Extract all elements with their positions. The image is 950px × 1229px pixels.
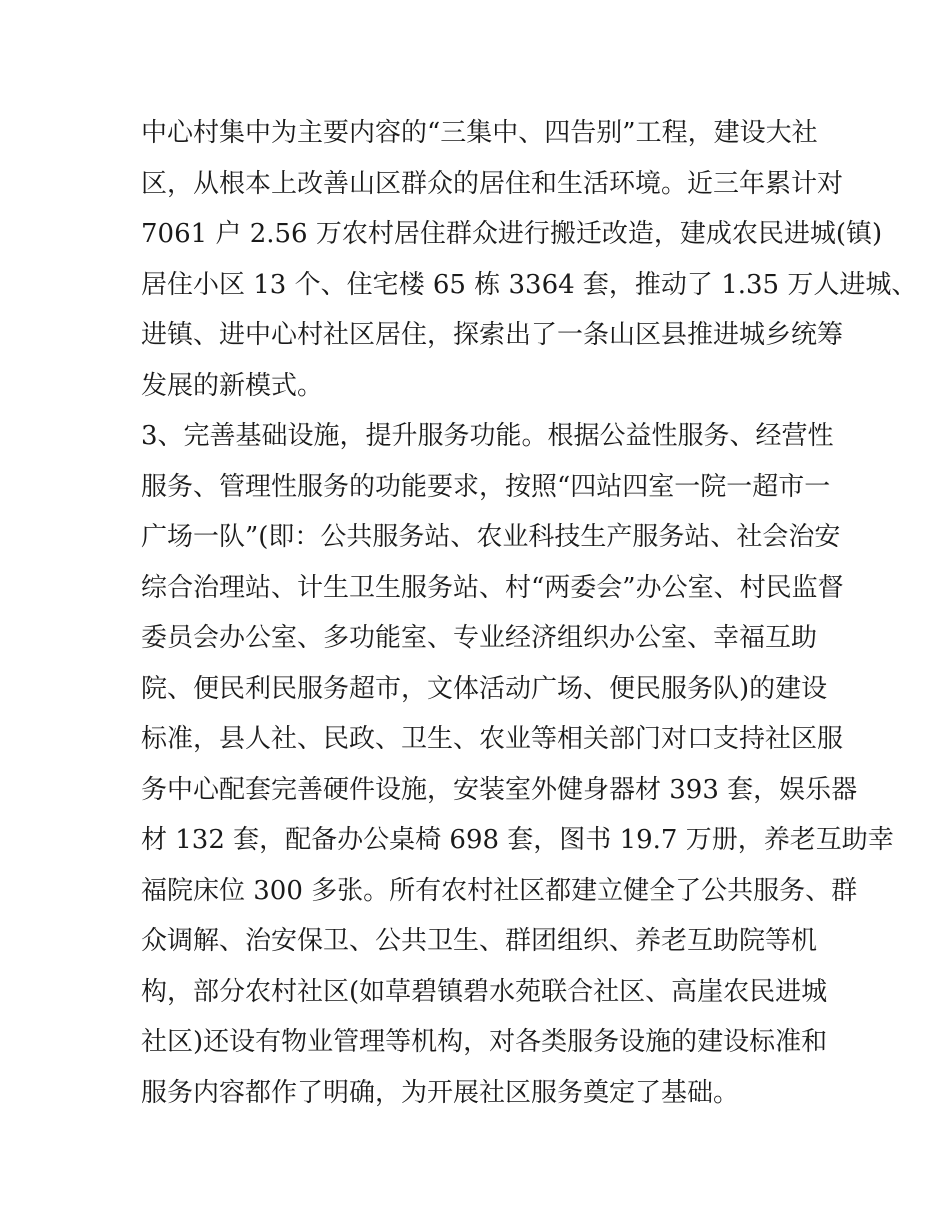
text-line: 发展的新模式。 (141, 370, 324, 401)
text-line: 福院床位 300 多张。所有农村社区都建立健全了公共服务、群 (141, 875, 858, 906)
text-line: 广场一队”(即：公共服务站、农业科技生产服务站、社会治安 (141, 522, 841, 552)
text-line: 社区)还设有物业管理等机构，对各类服务设施的建设标准和 (141, 1027, 828, 1057)
text-line: 进镇、进中心村社区居住，探索出了一条山区县推进城乡统筹 (141, 320, 844, 350)
text-line: 标准，县人社、民政、卫生、农业等相关部门对口支持社区服 (141, 724, 844, 754)
text-line: 构，部分农村社区(如草碧镇碧水苑联合社区、高崖农民进城 (141, 976, 828, 1007)
text-line: 院、便民利民服务超市，文体活动广场、便民服务队)的建设 (141, 673, 828, 704)
text-line: 服务内容都作了明确，为开展社区服务奠定了基础。 (141, 1077, 740, 1108)
text-line: 众调解、治安保卫、公共卫生、群团组织、养老互助院等机 (141, 926, 818, 956)
text-line: 居住小区 13 个、住宅楼 65 栋 3364 套，推动了 1.35 万人进城、 (141, 269, 918, 300)
body-text (141, 108, 918, 1118)
text-line: 材 132 套，配备办公桌椅 698 套，图书 19.7 万册，养老互助幸 (141, 825, 894, 855)
text-line: 7061 户 2.56 万农村居住群众进行搬迁改造，建成农民进城(镇) (141, 219, 883, 249)
text-line: 中心村集中为主要内容的“三集中、四告别”工程，建设大社 (141, 118, 818, 148)
text-line: 服务、管理性服务的功能要求，按照“四站四室一院一超市一 (141, 471, 831, 502)
text-line: 区，从根本上改善山区群众的居住和生活环境。近三年累计对 (141, 168, 844, 199)
text-line: 委员会办公室、多功能室、专业经济组织办公室、幸福互助 (141, 623, 818, 653)
text-line: 综合治理站、计生卫生服务站、村“两委会”办公室、村民监督 (141, 572, 844, 603)
section-heading-line: 3、完善基础设施，提升服务功能。根据公益性服务、经营性 (141, 421, 834, 451)
text-line: 务中心配套完善硬件设施，安装室外健身器材 393 套，娱乐器 (141, 774, 858, 805)
